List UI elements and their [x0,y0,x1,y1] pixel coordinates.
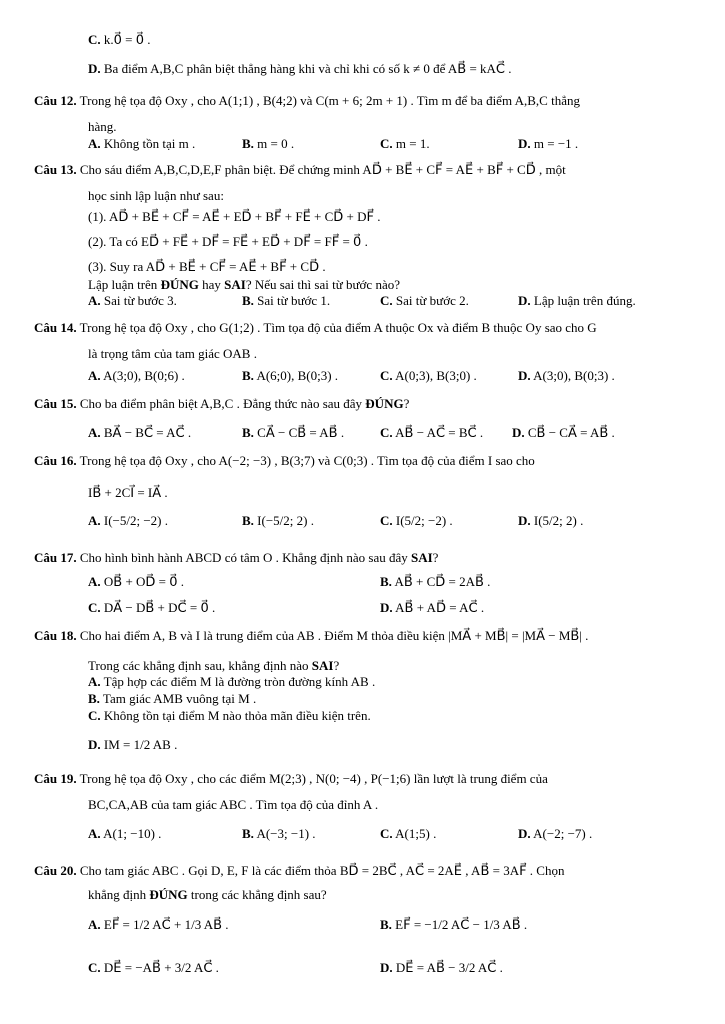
q13-step-3: (3). Suy ra AD⃗ + BE⃗ + CF⃗ = AE⃗ + BF⃗ + CD⃗ . [88,259,326,274]
q11-option-d: D. Ba điểm A,B,C phân biệt thẳng hàng khi và chỉ khi có số k ≠ 0 để AB⃗ = kAC⃗ . [88,61,512,76]
q14-stem: Câu 14. Trong hệ tọa độ Oxy , cho G(1;2) . Tìm tọa độ của điểm A thuộc Ox và điểm B thuộc Oy sao cho G [34,320,597,335]
q18-option-c: C. Không tồn tại điểm M nào thỏa mãn điều kiện trên. [88,708,371,723]
q16-option-a: A. I(−5/2; −2) . [88,513,169,528]
q19-option-c: C. A(1;5) . [380,826,437,841]
q19-stem: Câu 19. Trong hệ tọa độ Oxy , cho các điểm M(2;3) , N(0; −4) , P(−1;6) lần lượt là trung điểm của [34,771,548,786]
q18-option-a: A. Tập hợp các điểm M là đường tròn đường kính AB . [88,674,376,689]
q19-option-d: D. A(−2; −7) . [518,826,593,841]
q20-option-d: D. DE⃗ = AB⃗ − 3/2 AC⃗ . [380,960,503,975]
q16-option-c: C. I(5/2; −2) . [380,513,453,528]
q13-question: Lập luận trên ĐÚNG hay SAI? Nếu sai thì sai từ bước nào? [88,277,400,292]
q12-option-c: C. m = 1. [380,136,430,151]
q19-option-b: B. A(−3; −1) . [242,826,316,841]
q17-option-a: A. OB⃗ + OD⃗ = 0⃗ . [88,574,185,589]
q18-option-d: D. IM = 1/2 AB . [88,737,178,752]
q17-stem: Câu 17. Cho hình bình hành ABCD có tâm O . Khẳng định nào sau đây SAI? [34,550,439,565]
q20-option-a: A. EF⃗ = 1/2 AC⃗ + 1/3 AB⃗ . [88,917,229,932]
q16-option-b: B. I(−5/2; 2) . [242,513,314,528]
q12-stem-cont: hàng. [88,119,117,134]
q13-option-d: D. Lập luận trên đúng. [518,293,636,308]
q14-option-a: A. A(3;0), B(0;6) . [88,368,185,383]
q18-option-b: B. Tam giác AMB vuông tại M . [88,691,257,706]
q19-option-a: A. A(1; −10) . [88,826,162,841]
q20-option-b: B. EF⃗ = −1/2 AC⃗ − 1/3 AB⃗ . [380,917,528,932]
q13-step-1: (1). AD⃗ + BE⃗ + CF⃗ = AE⃗ + ED⃗ + BF⃗ + FE⃗ + CD⃗ + DF⃗ . [88,209,381,224]
q20-option-c: C. DE⃗ = −AB⃗ + 3/2 AC⃗ . [88,960,219,975]
q16-option-d: D. I(5/2; 2) . [518,513,584,528]
q13-step-2: (2). Ta có ED⃗ + FE⃗ + DF⃗ = FE⃗ + ED⃗ + DF⃗ = FF⃗ = 0⃗ . [88,234,368,249]
q16-stem: Câu 16. Trong hệ tọa độ Oxy , cho A(−2; −3) , B(3;7) và C(0;3) . Tìm tọa độ của điểm I sao cho [34,453,535,468]
q15-option-c: C. AB⃗ − AC⃗ = BC⃗ . [380,425,484,440]
q15-option-a: A. BA⃗ − BC⃗ = AC⃗ . [88,425,192,440]
q17-option-d: D. AB⃗ + AD⃗ = AC⃗ . [380,600,485,615]
q18-stem: Câu 18. Cho hai điểm A, B và I là trung điểm của AB . Điểm M thỏa điều kiện |MA⃗ + MB⃗| = |MA⃗ − MB⃗| . [34,628,589,643]
q17-option-b: B. AB⃗ + CD⃗ = 2AB⃗ . [380,574,491,589]
q13-stem-cont: học sinh lập luận như sau: [88,188,224,203]
q12-stem: Câu 12. Trong hệ tọa độ Oxy , cho A(1;1) , B(4;2) và C(m + 6; 2m + 1) . Tìm m để ba điểm A,B,C thẳng [34,93,580,108]
q15-option-b: B. CA⃗ − CB⃗ = AB⃗ . [242,425,345,440]
q13-option-a: A. Sai từ bước 3. [88,293,177,308]
q19-stem-cont: BC,CA,AB của tam giác ABC . Tìm tọa độ của đỉnh A . [88,797,379,812]
q20-stem-cont: khẳng định ĐÚNG trong các khẳng định sau? [88,887,327,902]
q16-stem-cont: IB⃗ + 2CI⃗ = IA⃗ . [88,485,168,500]
q14-option-d: D. A(3;0), B(0;3) . [518,368,615,383]
q12-option-a: A. Không tồn tại m . [88,136,196,151]
q11-option-c: C. k.0⃗ = 0⃗ . [88,32,151,47]
q14-option-c: C. A(0;3), B(3;0) . [380,368,477,383]
q15-stem: Câu 15. Cho ba điểm phân biệt A,B,C . Đẳng thức nào sau đây ĐÚNG? [34,396,410,411]
q12-option-b: B. m = 0 . [242,136,295,151]
q13-option-b: B. Sai từ bước 1. [242,293,331,308]
q13-option-c: C. Sai từ bước 2. [380,293,469,308]
q18-question: Trong các khẳng định sau, khẳng định nào SAI? [88,658,340,673]
q20-stem: Câu 20. Cho tam giác ABC . Gọi D, E, F là các điểm thỏa BD⃗ = 2BC⃗ , AC⃗ = 2AE⃗ , AB⃗ = 3AF⃗ . Chọn [34,863,565,878]
q15-option-d: D. CB⃗ − CA⃗ = AB⃗ . [512,425,615,440]
q17-option-c: C. DA⃗ − DB⃗ + DC⃗ = 0⃗ . [88,600,216,615]
q13-stem: Câu 13. Cho sáu điểm A,B,C,D,E,F phân biệt. Để chứng minh AD⃗ + BE⃗ + CF⃗ = AE⃗ + BF⃗ + CD⃗ , một [34,162,566,177]
q12-option-d: D. m = −1 . [518,136,579,151]
q14-option-b: B. A(6;0), B(0;3) . [242,368,339,383]
q14-stem-cont: là trọng tâm của tam giác OAB . [88,346,257,361]
